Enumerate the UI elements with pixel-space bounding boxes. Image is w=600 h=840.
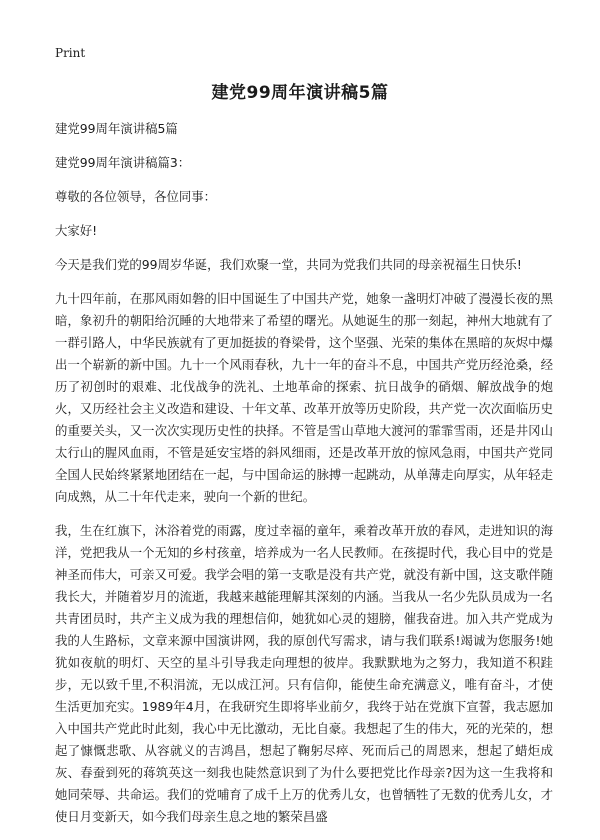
paragraph: 我，生在红旗下，沐浴着党的雨露，度过幸福的童年，乘着改革开放的春风，走进知识的海洋，党把我从一个无知的乡村孩童，培养成为一名人民教师。在孩提时代，我心目中的党是神圣而伟大，可亲又可爱。我学会唱的第一支歌是没有共产党，就没有新中国，这支歌伴随我长大，并随着岁月的流逝，我越来越能理解其深刻的内涵。当我从一名少先队员成为一名共青团员时，共产主义成为我的理想信仰，她犹如心灵的翅膀，催我奋进。加入共产党成为我的人生路标，文章来源中国演讲网，我的原创代写需求，请与我们联系!竭诚为您服务!她犹如夜航的明灯、天空的星斗引导我走向理想的彼岸。我默默地为之努力，我知道不积跬步，无以致千里,不积涓流，无以成江河。只有信仰，能使生命充满意义，唯有奋斗，才使生活更加充实。1989年4月，在我研究生即将毕业前夕，我终于站在党旗下宣誓，我志愿加入中国共产党此时此刻，我心中无比激动，无比自豪。我想起了生的伟大，死的光荣的，想起了慷慨悲歌、从容就义的吉鸿昌，想起了鞠躬尽瘁、死而后己的周恩来，想起了蜡炬成灰、春蚕到死的蒋筑英这一刻我也陡然意识到了为什么要把党比作母亲?因为这一生我将和她同荣辱、共命运。我们的党哺育了成千上万的优秀儿女，也曾牺牲了无数的优秀儿女，才使日月变新天，如今我们母亲生息之地的繁荣昌盛 <box>55 523 553 824</box>
paragraph: 建党99周年演讲稿5篇 <box>55 121 178 136</box>
paragraph: 大家好! <box>55 223 98 238</box>
document-body <box>55 118 553 840</box>
print-link[interactable]: Print <box>55 46 86 60</box>
paragraph: 九十四年前，在那风雨如磐的旧中国诞生了中国共产党，她象一盏明灯冲破了漫漫长夜的黑暗，象初升的朝阳给沉睡的大地带来了希望的曙光。从她诞生的那一刻起，神州大地就有了一群引路人，中华民族就有了更加挺拔的脊梁骨，这个坚强、光荣的集体在黑暗的灰烬中爆出一个崭新的新中国。九十一个风雨春秋，九十一年的奋斗不息，中国共产党历经沧桑，经历了初创时的艰难、北伐战争的洗礼、土地革命的探索、抗日战争的硝烟、解放战争的炮火，又历经社会主义改造和建设、十年文革、改革开放等历史阶段，共产党一次次面临历史的重要关头，又一次次实现历史性的抉择。不管是雪山草地大渡河的霏霏雪雨，还是井冈山太行山的腥风血雨，不管是延安宝塔的斜风细雨，还是改革开放的惊风急雨，中国共产党同全国人民始终紧紧地团结在一起，与中国命运的脉搏一起跳动，从单薄走向厚实，从年轻走向成熟，从二十年代走来，驶向一个新的世纪。 <box>55 291 553 504</box>
paragraph: 尊敬的各位领导，各位同事： <box>55 189 217 204</box>
paragraph: 建党99周年演讲稿篇3： <box>55 155 191 170</box>
paragraph: 今天是我们党的99周岁华诞，我们欢聚一堂，共同为党我们共同的母亲祝福生日快乐! <box>55 257 522 272</box>
document-title: 建党99周年演讲稿5篇 <box>211 83 389 103</box>
